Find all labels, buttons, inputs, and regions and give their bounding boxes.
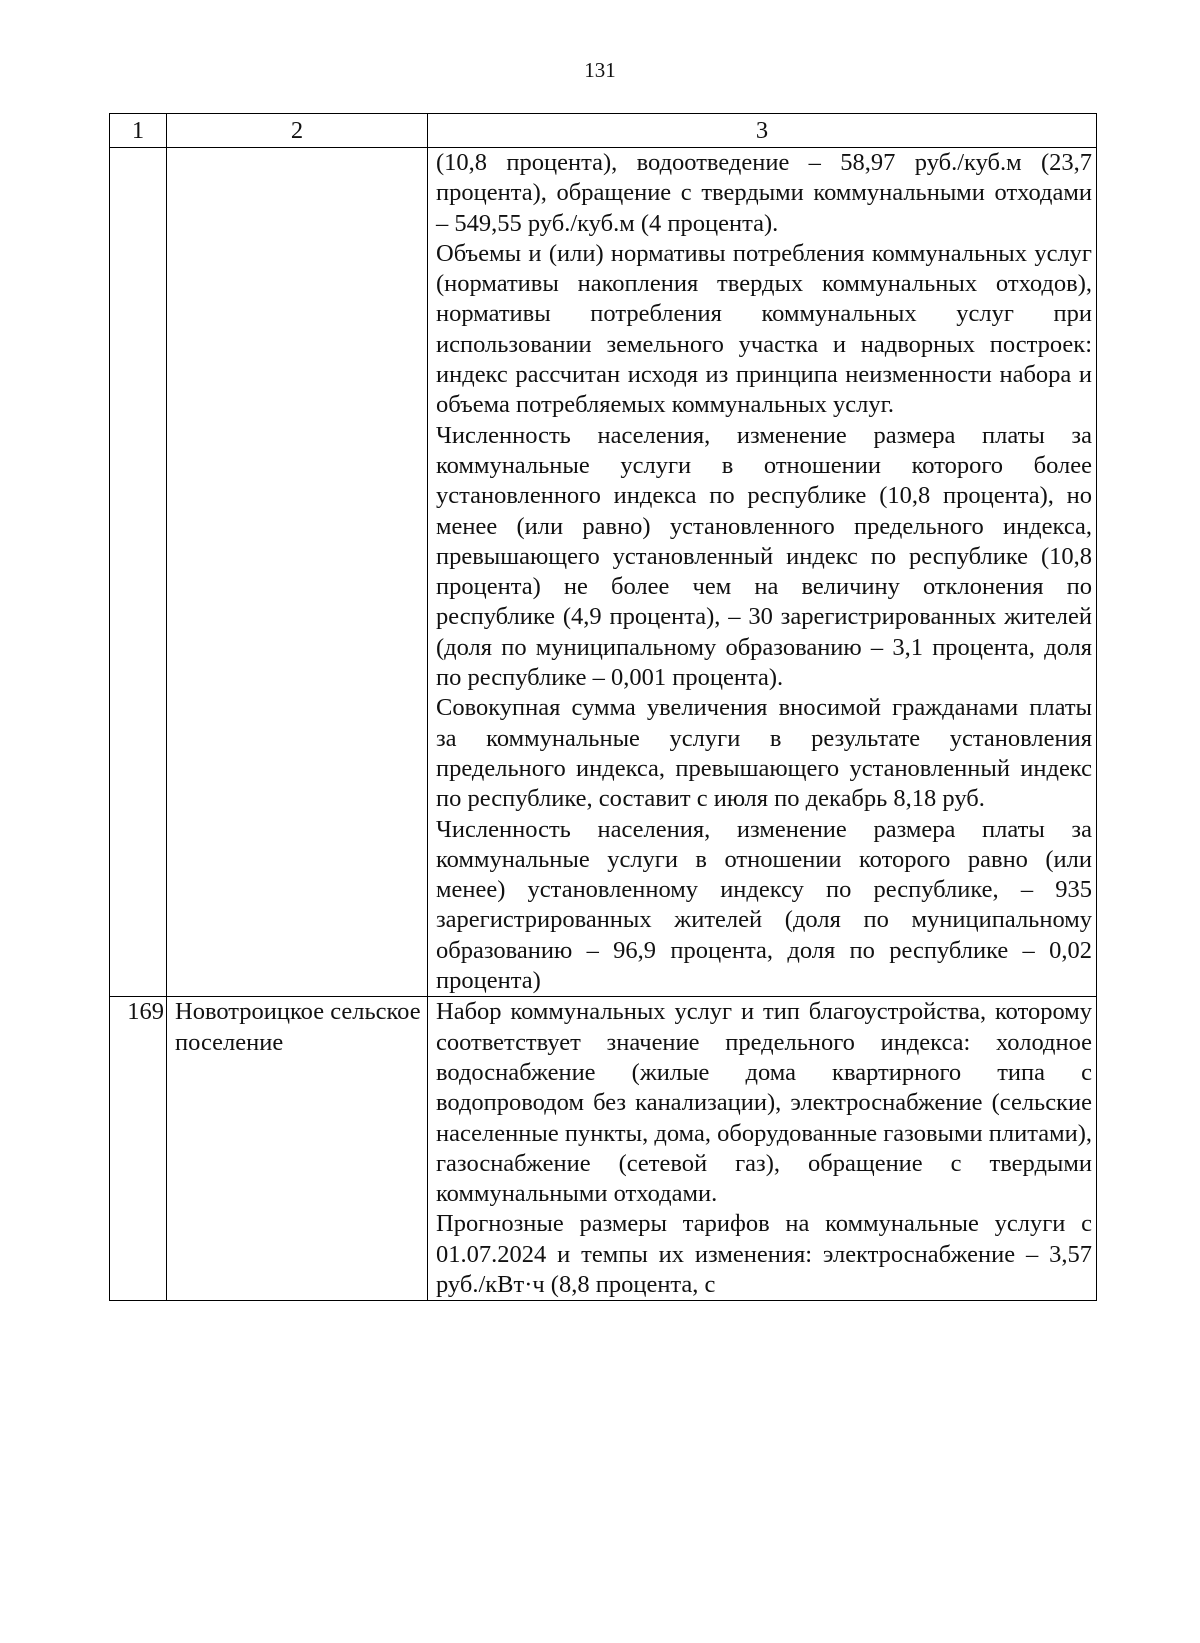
- column-header-3: 3: [428, 114, 1097, 148]
- row-number-cell: 169: [110, 997, 167, 1301]
- paragraph: Объемы и (или) нормативы потребления коммунальных услуг (нормативы накопления твердых коммунальных отходов), нормативы потребления коммунальных услуг при использовании земельного участка и надворных построек: индекс рассчитан исходя из принципа неизменности набора и объема потребляемых коммунальных услуг.: [436, 239, 1092, 419]
- table-row: [110, 148, 1097, 997]
- paragraph: Набор коммунальных услуг и тип благоустройства, которому соответствует значение предельного индекса: холодное водоснабжение (жилые дома квартирного типа с водопроводом без канализации), электроснабжение (сельские населенные пункты, дома, оборудованные газовыми плитами), газоснабжение (сетевой газ), обращение с твердыми коммунальными отходами.: [436, 998, 1092, 1208]
- paragraph: Численность населения, изменение размера платы за коммунальные услуги в отношении которого равно (или менее) установленному индексу по республике, – 935 зарегистрированных жителей (доля по муниципальному образованию – 96,9 процента, доля по республике – 0,02 процента): [436, 815, 1092, 995]
- paragraph: Прогнозные размеры тарифов на коммунальные услуги с 01.07.2024 и темпы их изменения: электроснабжение – 3,57 руб./кВт·ч (8,8 процента, с: [436, 1210, 1092, 1298]
- paragraph: Численность населения, изменение размера платы за коммунальные услуги в отношении которого более установленного индекса по республике (10,8 процента), но менее (или равно) установленного предельного индекса, превышающего установленный индекс по республике (10,8 процента) не более чем на величину отклонения по республике (4,9 процента), – 30 зарегистрированных жителей (доля по муниципальному образованию – 3,1 процента, доля по республике – 0,001 процента).: [436, 421, 1092, 692]
- paragraph: Совокупная сумма увеличения вносимой гражданами платы за коммунальные услуги в результате установления предельного индекса, превышающего установленный индекс по республике, составит с июля по декабрь 8,18 руб.: [436, 694, 1092, 813]
- column-header-2: 2: [167, 114, 428, 148]
- page-number: 131: [584, 58, 616, 82]
- table-header-row: [110, 114, 1097, 148]
- paragraph: (10,8 процента), водоотведение – 58,97 руб./куб.м (23,7 процента), обращение с твердыми коммунальными отходами – 549,55 руб./куб.м (4 процента).: [436, 149, 1092, 237]
- description-cell: [428, 148, 1097, 997]
- description-cell: [428, 997, 1097, 1301]
- settlement-name-cell: [167, 148, 428, 997]
- settlement-name-cell: Новотроицкое сельское поселение: [167, 997, 428, 1301]
- column-header-1: 1: [110, 114, 167, 148]
- tariff-table: [109, 113, 1097, 1301]
- row-number-cell: [110, 148, 167, 997]
- table-row: [110, 997, 1097, 1301]
